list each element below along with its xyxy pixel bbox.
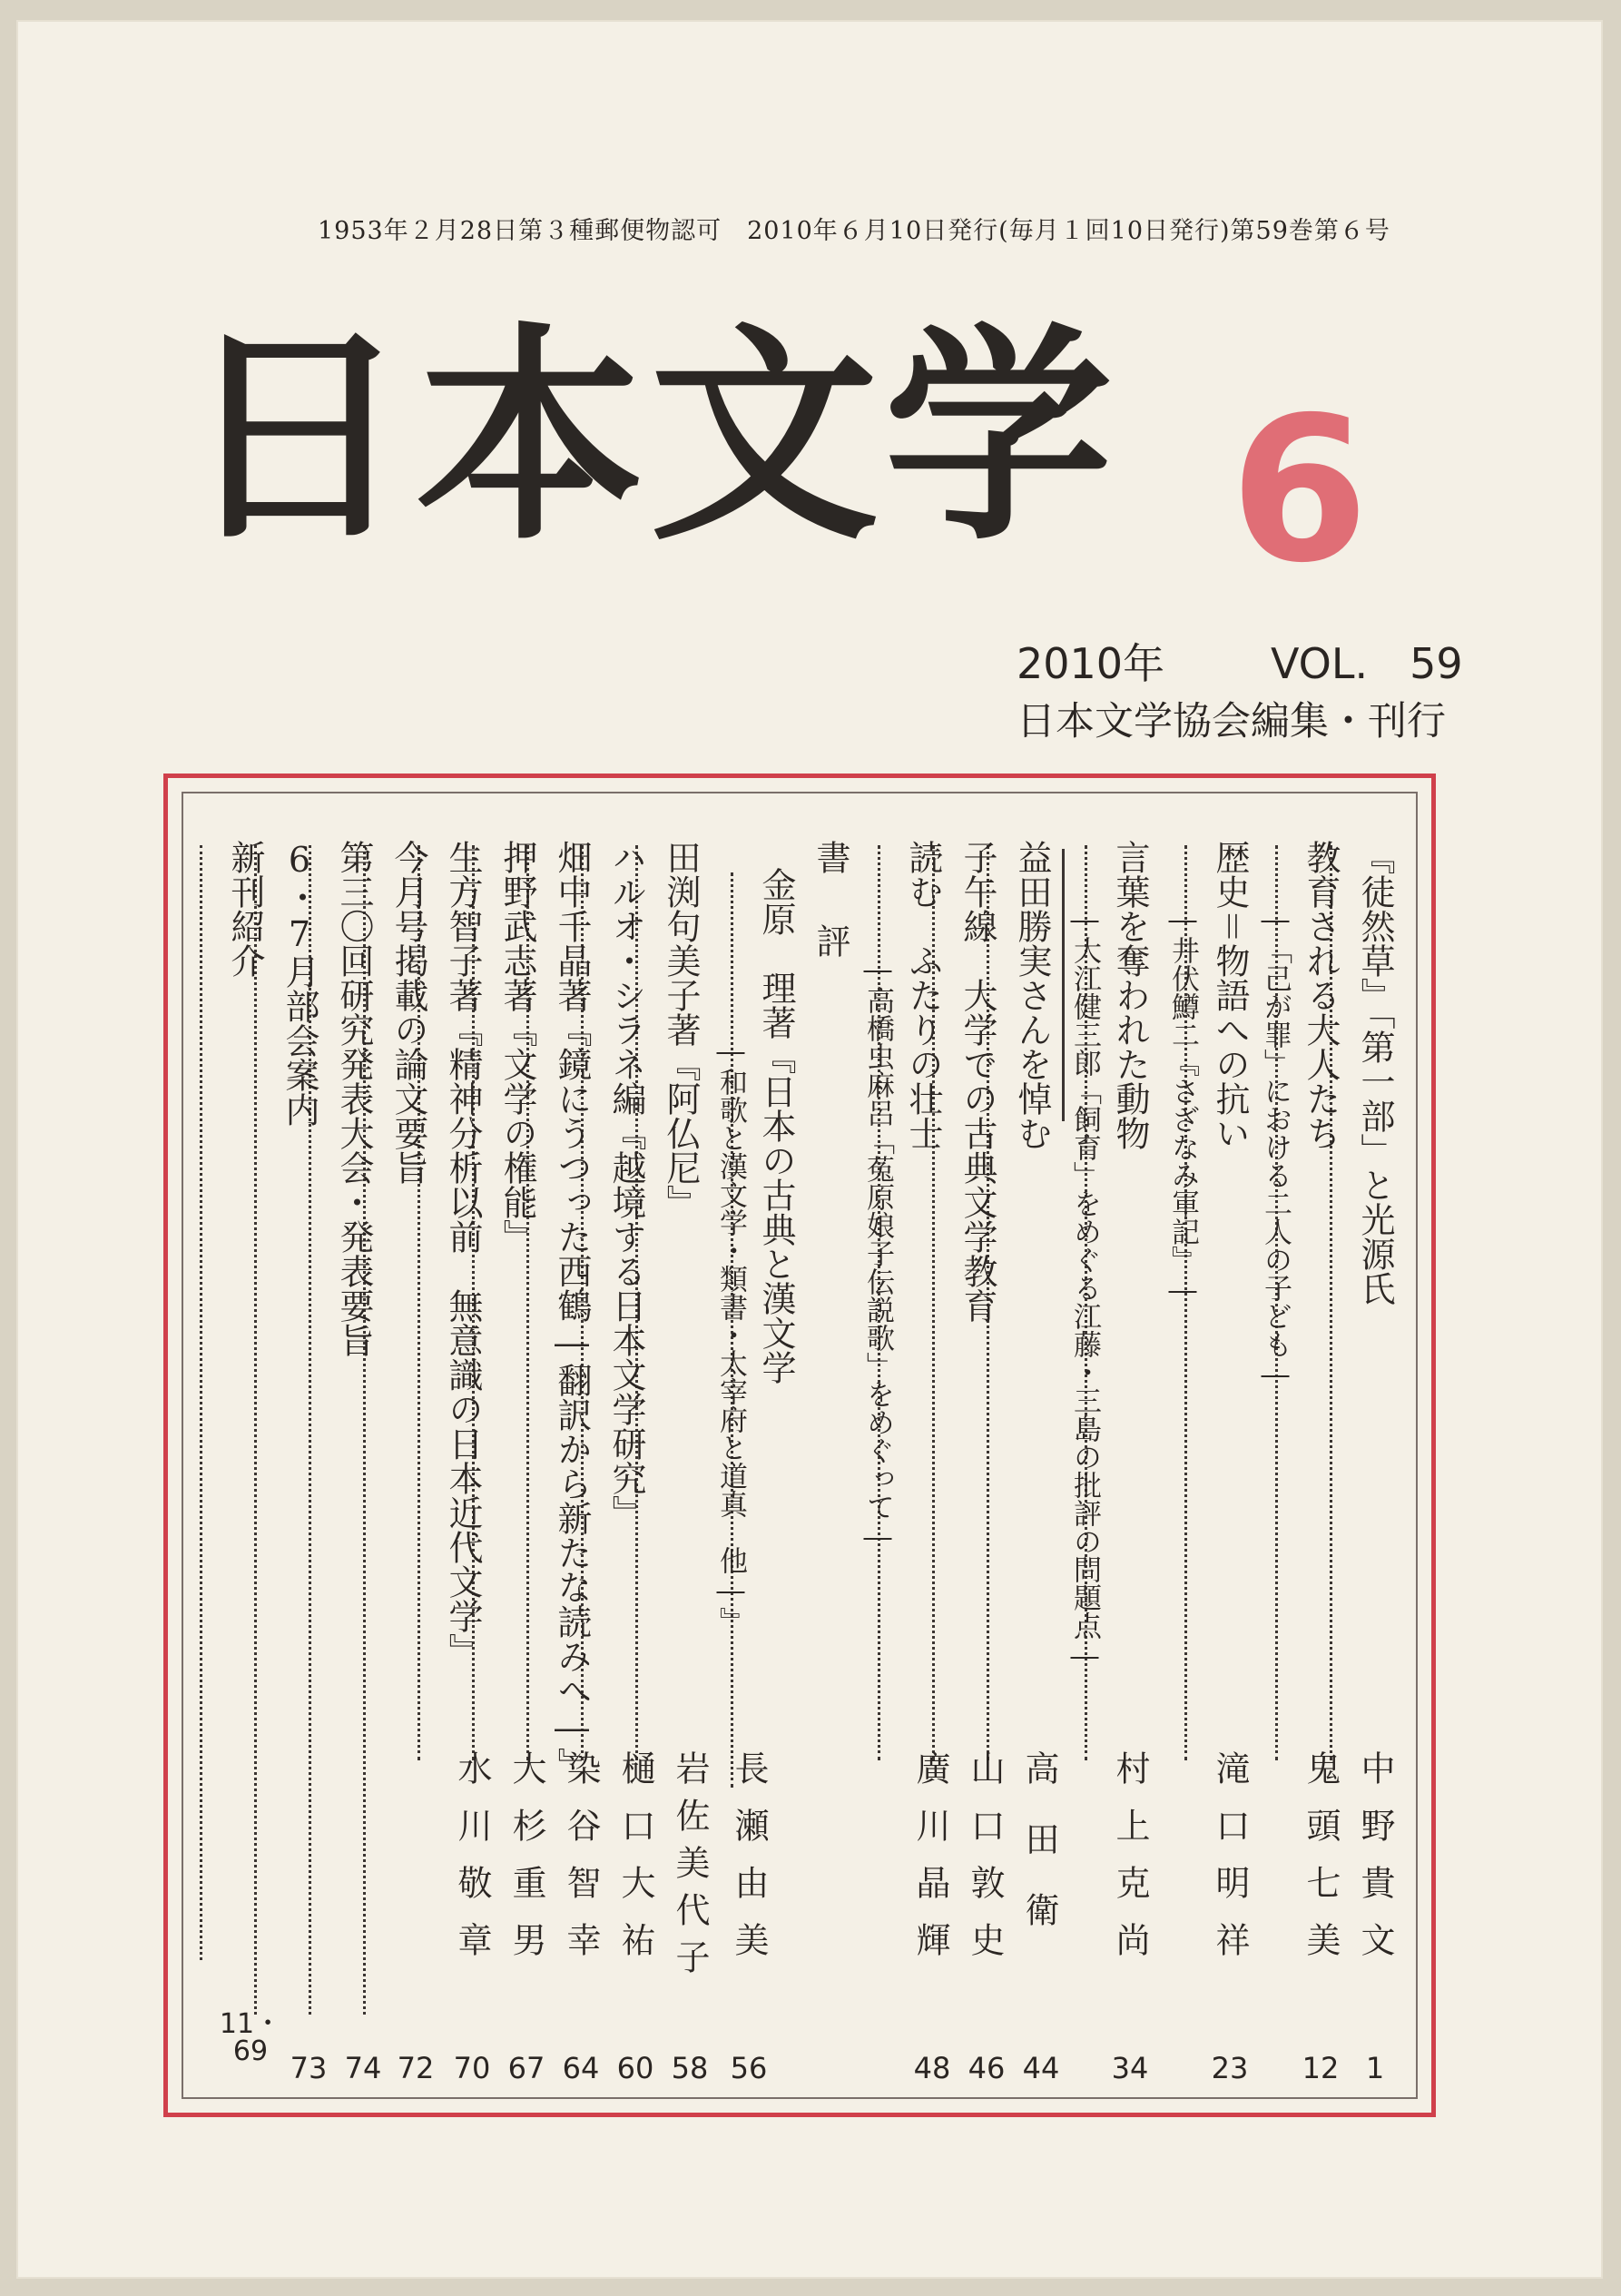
toc-author: 樋口大祐 <box>615 1750 655 1979</box>
toc-author: 鬼頭七美 <box>1301 1750 1341 1979</box>
toc-page-number: 34 <box>1111 2051 1149 2085</box>
toc-entry[interactable] <box>955 840 1000 1766</box>
toc-author: 廣川晶輝 <box>910 1750 950 1979</box>
toc-author: 高田衛 <box>1019 1750 1059 1963</box>
toc-author: 岩佐美代子 <box>670 1750 710 1986</box>
toc-entry-title: 畑中千晶著『鏡にうつった西鶴―翻訳から新たな読みへ―』 <box>552 840 592 1782</box>
toc-entry[interactable] <box>386 840 431 2020</box>
toc-entry[interactable] <box>277 840 322 2020</box>
toc-entry-title: 生方智子著『精神分析以前 無意識の日本近代文学』 <box>443 840 483 1668</box>
toc-entry[interactable] <box>900 840 946 1766</box>
toc-entry-title: 新刊紹介 <box>225 840 265 978</box>
toc-page-number: 74 <box>344 2051 382 2085</box>
toc-entry-title: 歴史＝物語への抗い <box>1210 840 1250 1150</box>
issue-info-line: 1953年２月28日第３種郵便物認可 2010年６月10日発行(毎月１回10日発行)第59巻第６号 <box>318 217 1390 245</box>
toc-page-number: 23 <box>1211 2051 1249 2085</box>
toc-entry[interactable] <box>495 840 540 1766</box>
toc-author: 大杉重男 <box>506 1750 546 1979</box>
toc-entry[interactable] <box>1352 840 1398 1766</box>
toc-page-number: 67 <box>507 2051 545 2085</box>
publication-year: 2010年 <box>1017 639 1165 688</box>
toc-entry-title: 田渕句美子著『阿仏尼』 <box>661 840 701 1219</box>
toc-author: 水川敬章 <box>452 1750 492 1979</box>
toc-page-number: 72 <box>397 2051 435 2085</box>
toc-author: 滝口明祥 <box>1210 1750 1250 1979</box>
toc-page-number: 64 <box>562 2051 600 2085</box>
toc-entry-title: ハルオ・シラネ編『越境する日本文学研究』 <box>606 840 646 1530</box>
toc-entry-title: 金原 理著『日本の古典と漢文学 <box>756 867 796 1384</box>
toc-entry[interactable] <box>1009 840 1055 1766</box>
toc-entry[interactable] <box>604 840 649 1766</box>
toc-entry-subtitle: ―和歌と漢文学・類書・太宰府と道真 他―』 <box>714 1035 747 1635</box>
toc-entry-title: 押野武志著『文学の権能』 <box>497 840 537 1254</box>
toc-entry-title: 読む ふたりの壮士 <box>903 840 943 1150</box>
toc-page-number: 70 <box>453 2051 491 2085</box>
toc-page-number: 44 <box>1022 2051 1060 2085</box>
toc-entry-subtitle: ―「己が罪」における二人の子ども― <box>1259 903 1292 1391</box>
toc-entry[interactable] <box>1298 840 1343 1766</box>
issue-number: 6 <box>1230 374 1370 606</box>
publisher-line: 日本文学協会編集・刊行 <box>1017 699 1446 744</box>
toc-entry-subtitle: ―高橋虫麻呂「菟原娘子伝説歌」をめぐって― <box>861 953 894 1553</box>
section-heading-book-reviews: 書 評 <box>810 840 850 965</box>
toc-entry[interactable] <box>331 840 377 2020</box>
toc-entry-title: 今月号掲載の論文要旨 <box>388 840 428 1185</box>
toc-page-number: 73 <box>290 2051 328 2085</box>
toc-entry[interactable] <box>549 840 594 1782</box>
toc-entry-subtitle: ―大江健三郎「飼育」をめぐる江藤・三島の批評の問題点― <box>1068 903 1101 1672</box>
toc-page-number: 48 <box>913 2051 951 2085</box>
toc-page-number: 12 <box>1302 2051 1340 2085</box>
toc-entry-title: 教育される大人たち <box>1301 840 1341 1150</box>
toc-author: 中野貴文 <box>1355 1750 1395 1979</box>
toc-author: 染谷智幸 <box>561 1750 601 1979</box>
toc-entry[interactable] <box>222 840 268 1966</box>
toc-entry-title: 6・7月部会案内 <box>280 840 319 1127</box>
volume-number: VOL. 59 <box>1271 639 1463 688</box>
toc-page-number: 60 <box>616 2051 654 2085</box>
toc-entry-title: 言葉を奪われた動物 <box>1110 840 1150 1150</box>
magazine-title: 日本文学 <box>182 302 1119 571</box>
toc-entry-title: 第三〇回研究発表大会・発表要旨 <box>334 840 374 1357</box>
toc-entry-subtitle: ―井伏鱒二『さざなみ軍記』― <box>1166 903 1199 1306</box>
toc-page-number: 1 <box>1365 2051 1385 2085</box>
toc-entry-title: 益田勝実さんを悼む <box>1012 840 1052 1150</box>
toc-author: 山口敦史 <box>965 1750 1005 1979</box>
toc-entry[interactable] <box>1107 840 1153 1766</box>
toc-page-number: 58 <box>671 2051 709 2085</box>
toc-entry-title: 『徒然草』「第一部」と光源氏 <box>1355 840 1395 1306</box>
toc-entry[interactable] <box>1207 840 1253 1766</box>
toc-author: 長瀬由美 <box>729 1750 769 1979</box>
leader-dots <box>200 845 202 1960</box>
separator-line <box>1062 849 1065 1121</box>
toc-entry[interactable] <box>753 867 799 1793</box>
toc-entry[interactable] <box>658 840 703 1766</box>
toc-entry-title: 子午線 大学での古典文学教育 <box>958 840 997 1323</box>
toc-entry[interactable] <box>440 840 486 1766</box>
toc-page-number: 46 <box>968 2051 1006 2085</box>
toc-author: 村上克尚 <box>1110 1750 1150 1979</box>
toc-page-number: 11・69 <box>219 2008 282 2067</box>
toc-page-number: 56 <box>730 2051 768 2085</box>
